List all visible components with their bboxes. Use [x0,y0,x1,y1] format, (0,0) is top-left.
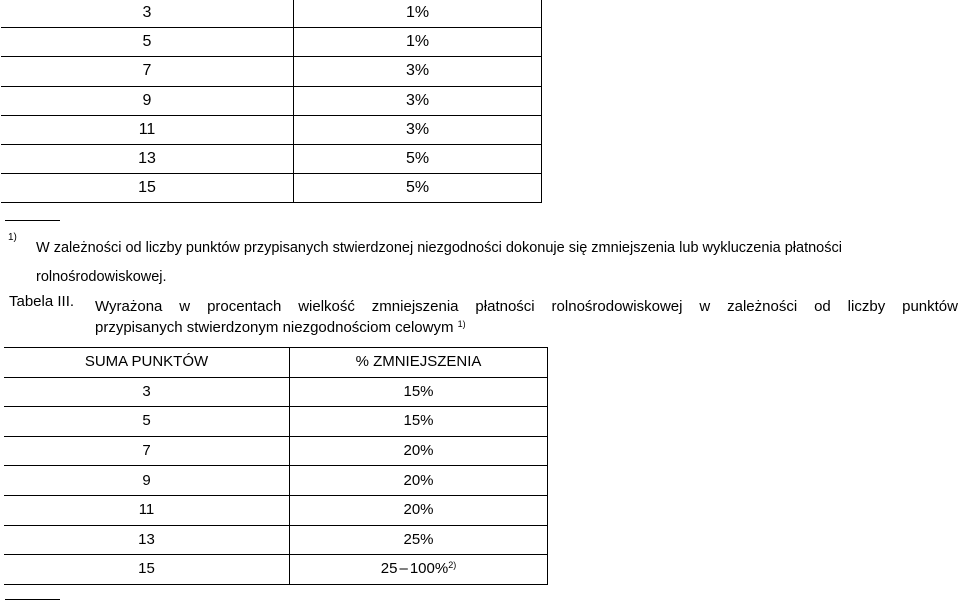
percent-range-to: 100% [409,560,449,578]
table-row [1,144,542,173]
percent-cell: 15% [290,377,548,407]
points-cell: 5 [4,407,290,437]
points-cell: 3 [1,0,294,28]
percent-cell: 5% [294,174,542,203]
header-percent: % ZMNIEJSZENIA [290,348,548,378]
caption-footnote-ref: 1) [457,319,466,329]
points-cell: 9 [1,86,294,115]
percent-cell: 25% [290,525,548,555]
percent-footnote-ref: 2) [448,560,457,571]
points-cell: 7 [1,57,294,86]
percent-cell: 1% [294,28,542,57]
header-points: SUMA PUNKTÓW [4,348,290,378]
table-row [1,28,542,57]
points-cell: 11 [1,115,294,144]
percent-cell: 15% [290,407,548,437]
percent-range-dash: – [399,560,408,578]
table-row [4,555,548,585]
table-row [4,495,548,525]
points-cell: 7 [4,436,290,466]
table-caption-label: Tabela III. [9,293,75,310]
table-row [1,57,542,86]
percent-cell: 3% [294,86,542,115]
percent-cell: 20% [290,495,548,525]
percent-cell: 3% [294,57,542,86]
points-cell: 9 [4,466,290,496]
percent-cell: 3% [294,115,542,144]
table-caption-line2 [95,318,466,338]
reduction-table [4,347,548,585]
table-header-row [4,348,548,378]
points-cell: 3 [4,377,290,407]
table-row [4,525,548,555]
table-row [4,377,548,407]
points-cell: 5 [1,28,294,57]
top-table [1,0,542,203]
percent-cell [290,555,548,585]
table-caption-line1: Wyrażona w procentach wielkość zmniejszenia płatności rolnośrodowiskowej w zależności od liczby punktów [95,298,958,315]
table-row [4,436,548,466]
footnote-mark: 1) [8,232,17,243]
table-row [1,0,542,28]
table-row [1,115,542,144]
points-cell: 13 [1,144,294,173]
points-cell: 15 [4,555,290,585]
percent-cell: 20% [290,436,548,466]
percent-cell: 1% [294,0,542,28]
points-cell: 13 [4,525,290,555]
table-row [4,466,548,496]
footnote-text: W zależności od liczby punktów przypisanych stwierdzonej niezgodności dokonuje się zmniejszenia lub wykluczenia płatności rolnośrodowiskowej. [36,240,842,285]
footnote-rule [5,599,60,600]
table-row [4,407,548,437]
points-cell: 11 [4,495,290,525]
percent-range-from: 25 [380,560,398,578]
table-row [1,86,542,115]
footnote-rule [5,220,60,221]
percent-cell: 20% [290,466,548,496]
percent-cell: 5% [294,144,542,173]
caption-line2-text: przypisanych stwierdzonym niezgodnościom celowym [95,319,454,336]
points-cell: 15 [1,174,294,203]
table-row [1,174,542,203]
